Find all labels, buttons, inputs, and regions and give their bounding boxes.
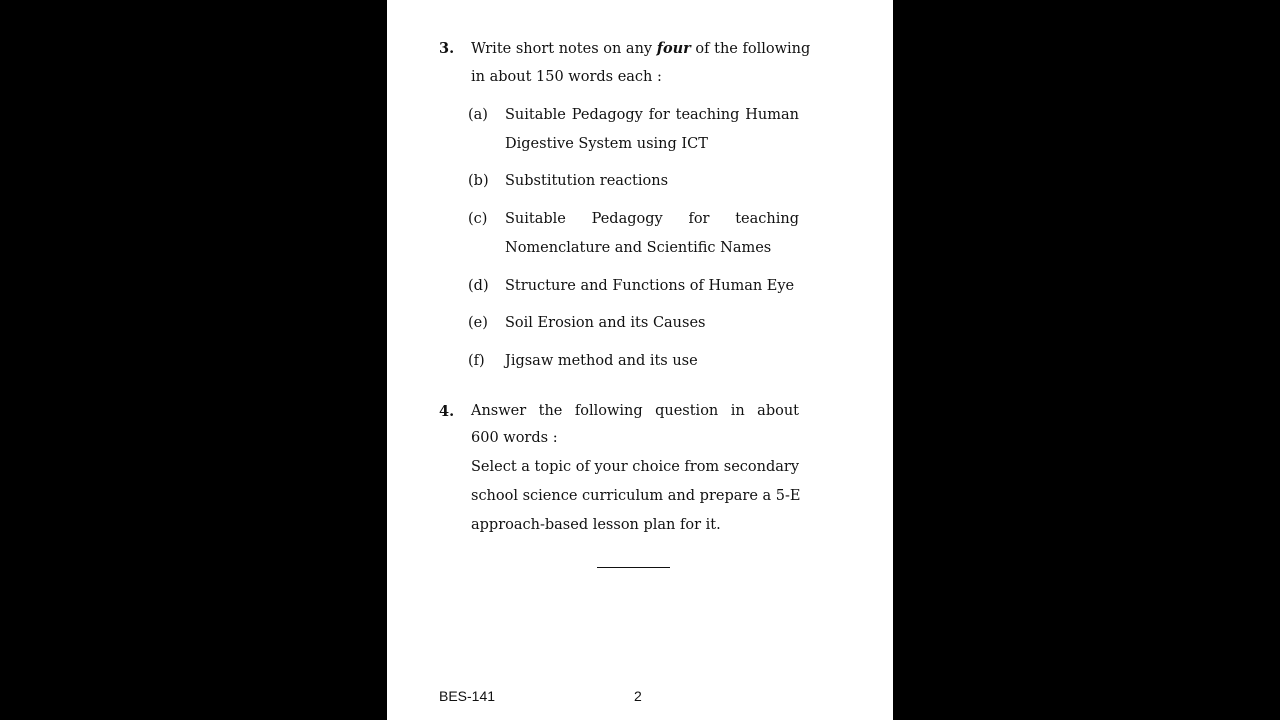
item-f-line-1: Jigsaw method and its use (505, 353, 698, 369)
question-4-number: 4. (439, 403, 455, 420)
item-c-line-2: Nomenclature and Scientific Names (505, 240, 772, 256)
end-rule (597, 567, 670, 568)
question-4-line-4: school science curriculum and prepare a 5-E (471, 488, 801, 504)
question-3-number: 3. (439, 40, 455, 57)
question-4-line-3: Select a topic of your choice from secondary (471, 459, 800, 475)
item-e-line-1: Soil Erosion and its Causes (505, 315, 706, 331)
question-4-line-2: 600 words : (471, 430, 558, 446)
question-3-emphasis: four (656, 40, 691, 57)
item-e-label: (e) (468, 315, 488, 331)
question-3-line-2: in about 150 words each : (471, 69, 662, 85)
item-d-line-1: Structure and Functions of Human Eye (505, 278, 795, 294)
item-a-line-1: Suitable Pedagogy for teaching Human (505, 107, 799, 123)
question-4-line-1: Answer the following question in about (471, 403, 799, 419)
question-3-text-post: of the following (695, 41, 811, 57)
item-c-line-1: Suitable Pedagogy for teaching (505, 211, 799, 227)
footer-page-number: 2 (634, 688, 642, 704)
question-3-text-pre: Write short notes on any (471, 41, 653, 57)
question-3-line-1 (471, 40, 811, 57)
item-b-label: (b) (468, 173, 489, 189)
item-f-label: (f) (468, 353, 485, 369)
item-a-line-2: Digestive System using ICT (505, 136, 708, 152)
question-4-line-5: approach-based lesson plan for it. (471, 517, 721, 533)
item-d-label: (d) (468, 278, 489, 294)
item-c-label: (c) (468, 211, 488, 227)
item-b-line-1: Substitution reactions (505, 173, 669, 189)
item-a-label: (a) (468, 107, 488, 123)
footer-course-code: BES-141 (439, 688, 496, 704)
exam-page (387, 0, 893, 720)
